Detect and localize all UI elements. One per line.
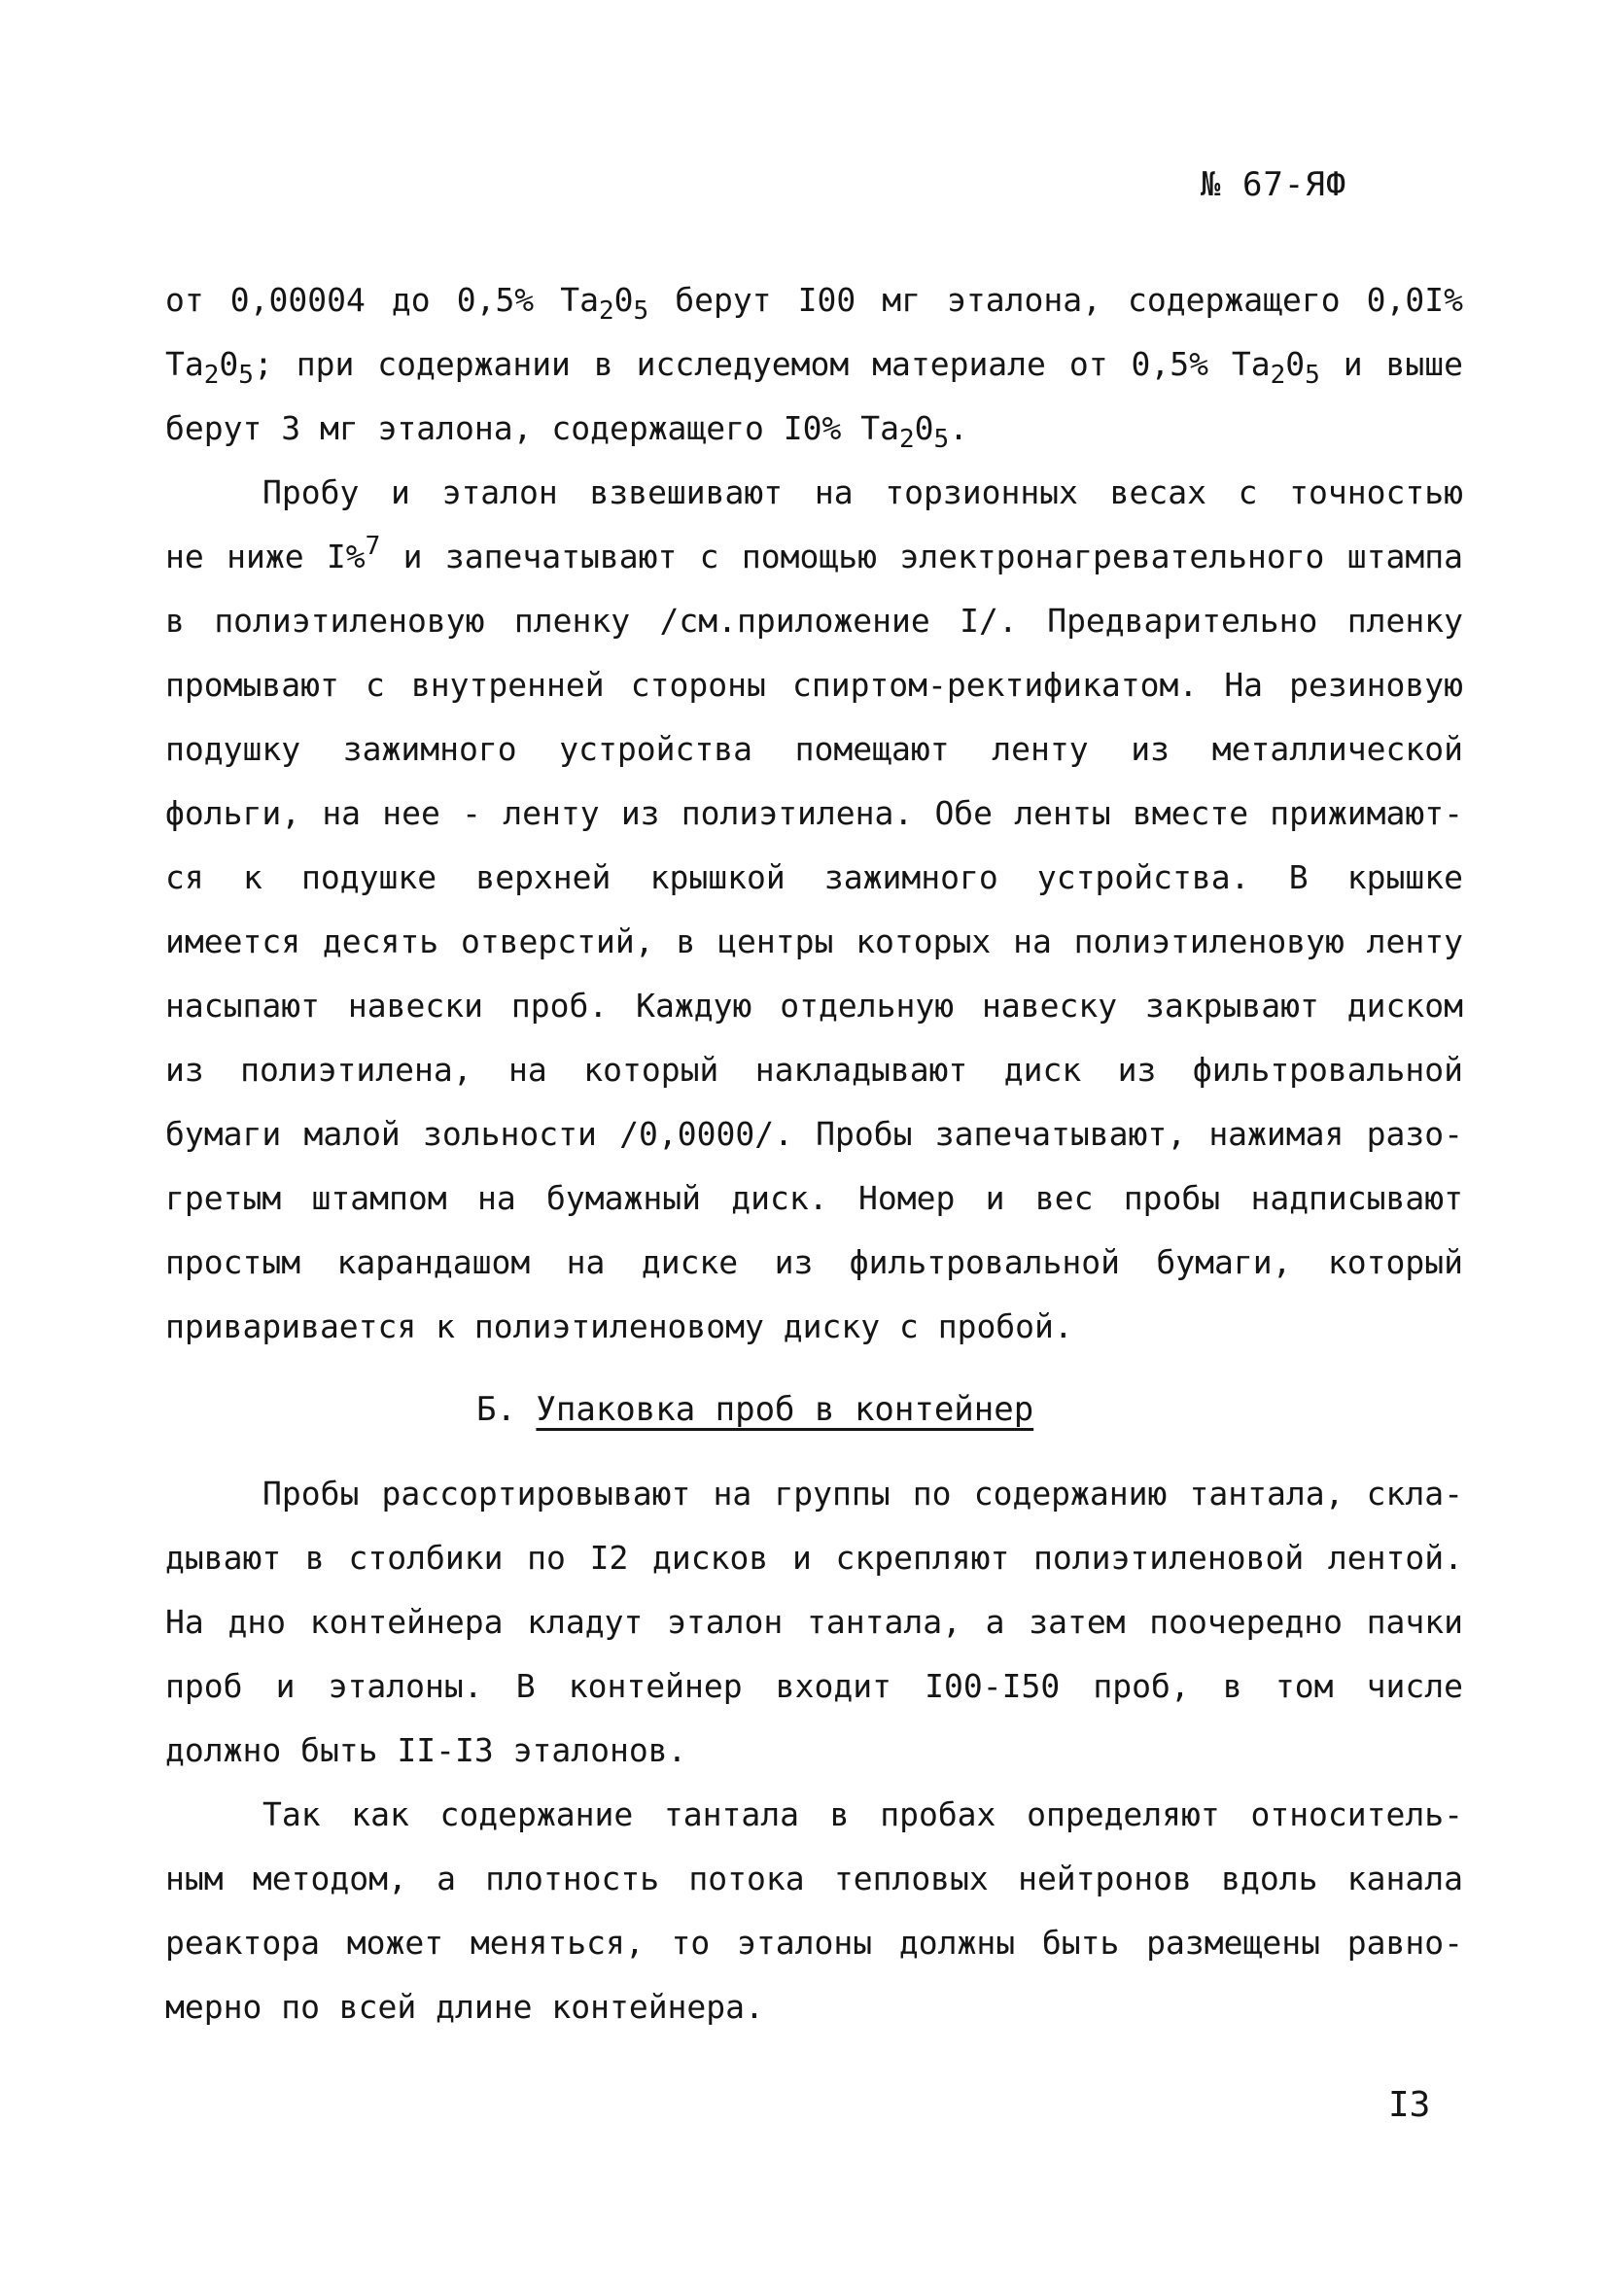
para1-line1-c: берут I00 мг эталона, содержащего 0,0I% [648,281,1463,319]
para3-line2: дывают в столбики по I2 дисков и скрепляют полиэтиленовой лентой. [165,1539,1463,1577]
section-heading-title: Упаковка проб в контейнер [536,1390,1034,1429]
para1-line3-a: берут 3 мг эталона, содержащего I0% Ta [165,409,899,447]
para2-line7: ся к подушке верхней крышкой зажимного устройства. В крышке [165,858,1463,896]
para2-line5: подушку зажимного устройства помещают ленту из металлической [165,730,1463,768]
para1-line2-sub3: 2 [1270,361,1286,390]
para2-line14: приваривается к полиэтиленовому диску с пробой. [165,1307,1073,1345]
para1-line3-sub2: 5 [933,425,950,454]
para1-line3-b: 0 [914,409,934,447]
para2-line13: простым карандашом на диске из фильтровальной бумаги, который [165,1243,1463,1281]
para2-line8: имеется десять отверстий, в центры которых на полиэтиленовую ленту [165,922,1463,960]
para3-line4: проб и эталоны. В контейнер входит I00-I50 проб, в том числе [165,1667,1463,1705]
para1-line1-sub1: 2 [598,296,614,326]
para3-line3: На дно контейнера кладут эталон тантала, а затем поочередно пачки [165,1603,1463,1641]
para3-line1: Пробы рассортировывают на группы по содержанию тантала, скла- [262,1475,1463,1513]
para4-line1: Так как содержание тантала в пробах определяют относитель- [262,1795,1463,1833]
section-heading-prefix: Б. [476,1390,537,1429]
para1-line1-a: от 0,00004 до 0,5% Ta [165,281,599,319]
para1-line2-d: 0 [1285,345,1306,383]
para1-line2-a: Ta [165,345,204,383]
para4-line2: ным методом, а плотность потока тепловых нейтронов вдоль канала [165,1860,1463,1897]
para2-line1: Пробу и эталон взвешивают на торзионных весах с точностью [262,473,1463,511]
para2-line12: гретым штампом на бумажный диск. Номер и вес пробы надписывают [165,1179,1463,1217]
para2-line6: фольги, на нее - ленту из полиэтилена. Обе ленты вместе прижимают- [165,794,1463,832]
para1-line3 [165,409,969,454]
para1-line2-e: и выше [1319,345,1463,383]
para1-line1 [165,281,1463,326]
para2-line10: из полиэтилена, на который накладывают диск из фильтровальной [165,1051,1463,1089]
para2-line9: насыпают навески проб. Каждую отдельную навеску закрывают диском [165,987,1463,1025]
footnote-ref: 7 [365,532,381,561]
para4-line4: мерно по всей длине контейнера. [165,1988,764,2026]
para1-line2-sub1: 2 [203,361,220,390]
para1-line1-b: 0 [613,281,634,319]
para2-line11: бумаги малой зольности /0,0000/. Пробы запечатывают, нажимая разо- [165,1115,1463,1153]
para1-line3-c: . [949,409,969,447]
para4-line3: реактора может меняться, то эталоны должны быть размещены равно- [165,1924,1463,1962]
para2-line2-b: и запечатывают с помощью электронагревательного штампа [380,538,1463,575]
document-number: № 67-ЯФ [1201,165,1347,204]
para1-line2-c: ; при содержании в исследуемом материале от 0,5% Ta [253,345,1271,383]
section-heading [476,1390,1033,1429]
para1-line2-sub4: 5 [1305,361,1320,390]
para1-line2-b: 0 [219,345,239,383]
para1-line3-sub1: 2 [898,425,915,454]
para1-line1-sub2: 5 [633,296,649,326]
para2-line3: в полиэтиленовую пленку /см.приложение I/. Предварительно пленку [165,602,1463,640]
para1-line2-sub2: 5 [238,361,254,390]
para2-line2 [165,532,1463,575]
para2-line2-a: не ниже I% [165,538,366,575]
page-number: I3 [1388,2085,1431,2125]
para2-line4: промывают с внутренней стороны спиртом-ректификатом. На резиновую [165,666,1463,704]
para3-line5: должно быть II-I3 эталонов. [165,1731,687,1769]
para1-line2 [165,345,1463,390]
